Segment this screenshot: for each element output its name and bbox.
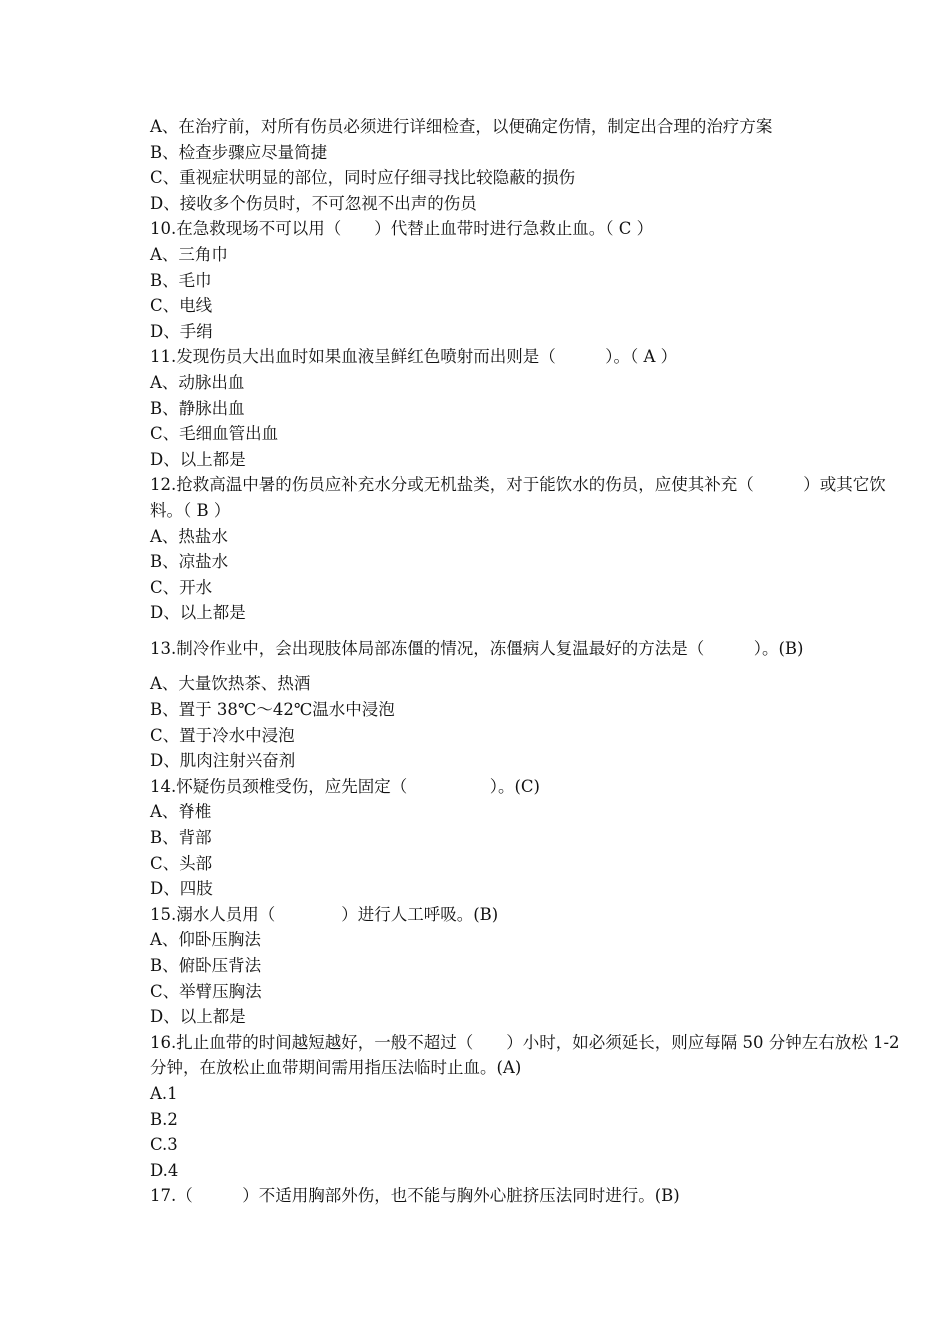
option-line: C、重视症状明显的部位，同时应仔细寻找比较隐蔽的损伤 [150,168,576,188]
option-line: C、电线 [150,296,213,316]
question-13: 13.制冷作业中，会出现肢体局部冻僵的情况，冻僵病人复温最好的方法是（ ）。(B) [150,638,804,658]
option-line: B.2 [150,1109,178,1129]
question-15: 15.溺水人员用（ ）进行人工呼吸。(B) [150,904,499,924]
option-line: A、仰卧压胸法 [150,930,261,950]
document-body [150,114,910,1209]
question-17: 17.（ ）不适用胸部外伤，也不能与胸外心脏挤压法同时进行。(B) [150,1186,680,1206]
option-line: A、大量饮热茶、热酒 [150,674,311,694]
option-line: C、举臂压胸法 [150,981,262,1001]
option-line: B、凉盐水 [150,552,229,572]
option-line: A、热盐水 [150,526,228,546]
option-line: D、以上都是 [150,603,246,623]
option-line: A、三角巾 [150,244,228,264]
option-line: B、毛巾 [150,270,212,290]
option-line: B、背部 [150,828,212,848]
option-line: C、毛细血管出血 [150,424,279,444]
question-14: 14.怀疑伤员颈椎受伤，应先固定（ ）。(C) [150,776,540,796]
option-line: A、在治疗前，对所有伤员必须进行详细检查，以便确定伤情，制定出合理的治疗方案 [150,117,773,136]
option-line: D、以上都是 [150,1007,246,1027]
option-line: A、脊椎 [150,802,212,822]
question-11: 11.发现伤员大出血时如果血液呈鲜红色喷射而出则是（ ）。（ A ） [150,347,678,367]
option-line: D.4 [150,1160,179,1180]
option-line: C、置于冷水中浸泡 [150,725,295,745]
option-line: D、四肢 [150,879,213,899]
option-line: D、手绢 [150,321,213,341]
option-line: C.3 [150,1135,178,1155]
option-line: D、肌肉注射兴奋剂 [150,751,296,771]
option-line: D、接收多个伤员时，不可忽视不出声的伤员 [150,193,477,213]
option-line: B、静脉出血 [150,398,245,418]
option-line: B、置于 38℃～42℃温水中浸泡 [150,700,395,720]
option-line: A、动脉出血 [150,372,245,392]
question-12: 12.抢救高温中暑的伤员应补充水分或无机盐类，对于能饮水的伤员，应使其补充（ ）或其它饮料。（ B ） [150,475,886,520]
option-line: B、检查步骤应尽量简捷 [150,142,328,162]
question-10: 10.在急救现场不可以用（ ）代替止血带时进行急救止血。（ C ） [150,219,654,239]
option-line: C、开水 [150,577,213,597]
option-line: D、以上都是 [150,449,246,469]
option-line: C、头部 [150,853,213,873]
option-line: B、俯卧压背法 [150,956,262,975]
option-line: A.1 [150,1083,178,1103]
question-16: 16.扎止血带的时间越短越好，一般不超过（ ）小时，如必须延长，则应每隔 50 分钟左右放松 1-2 分钟，在放松止血带期间需用指压法临时止血。(A) [150,1032,900,1078]
